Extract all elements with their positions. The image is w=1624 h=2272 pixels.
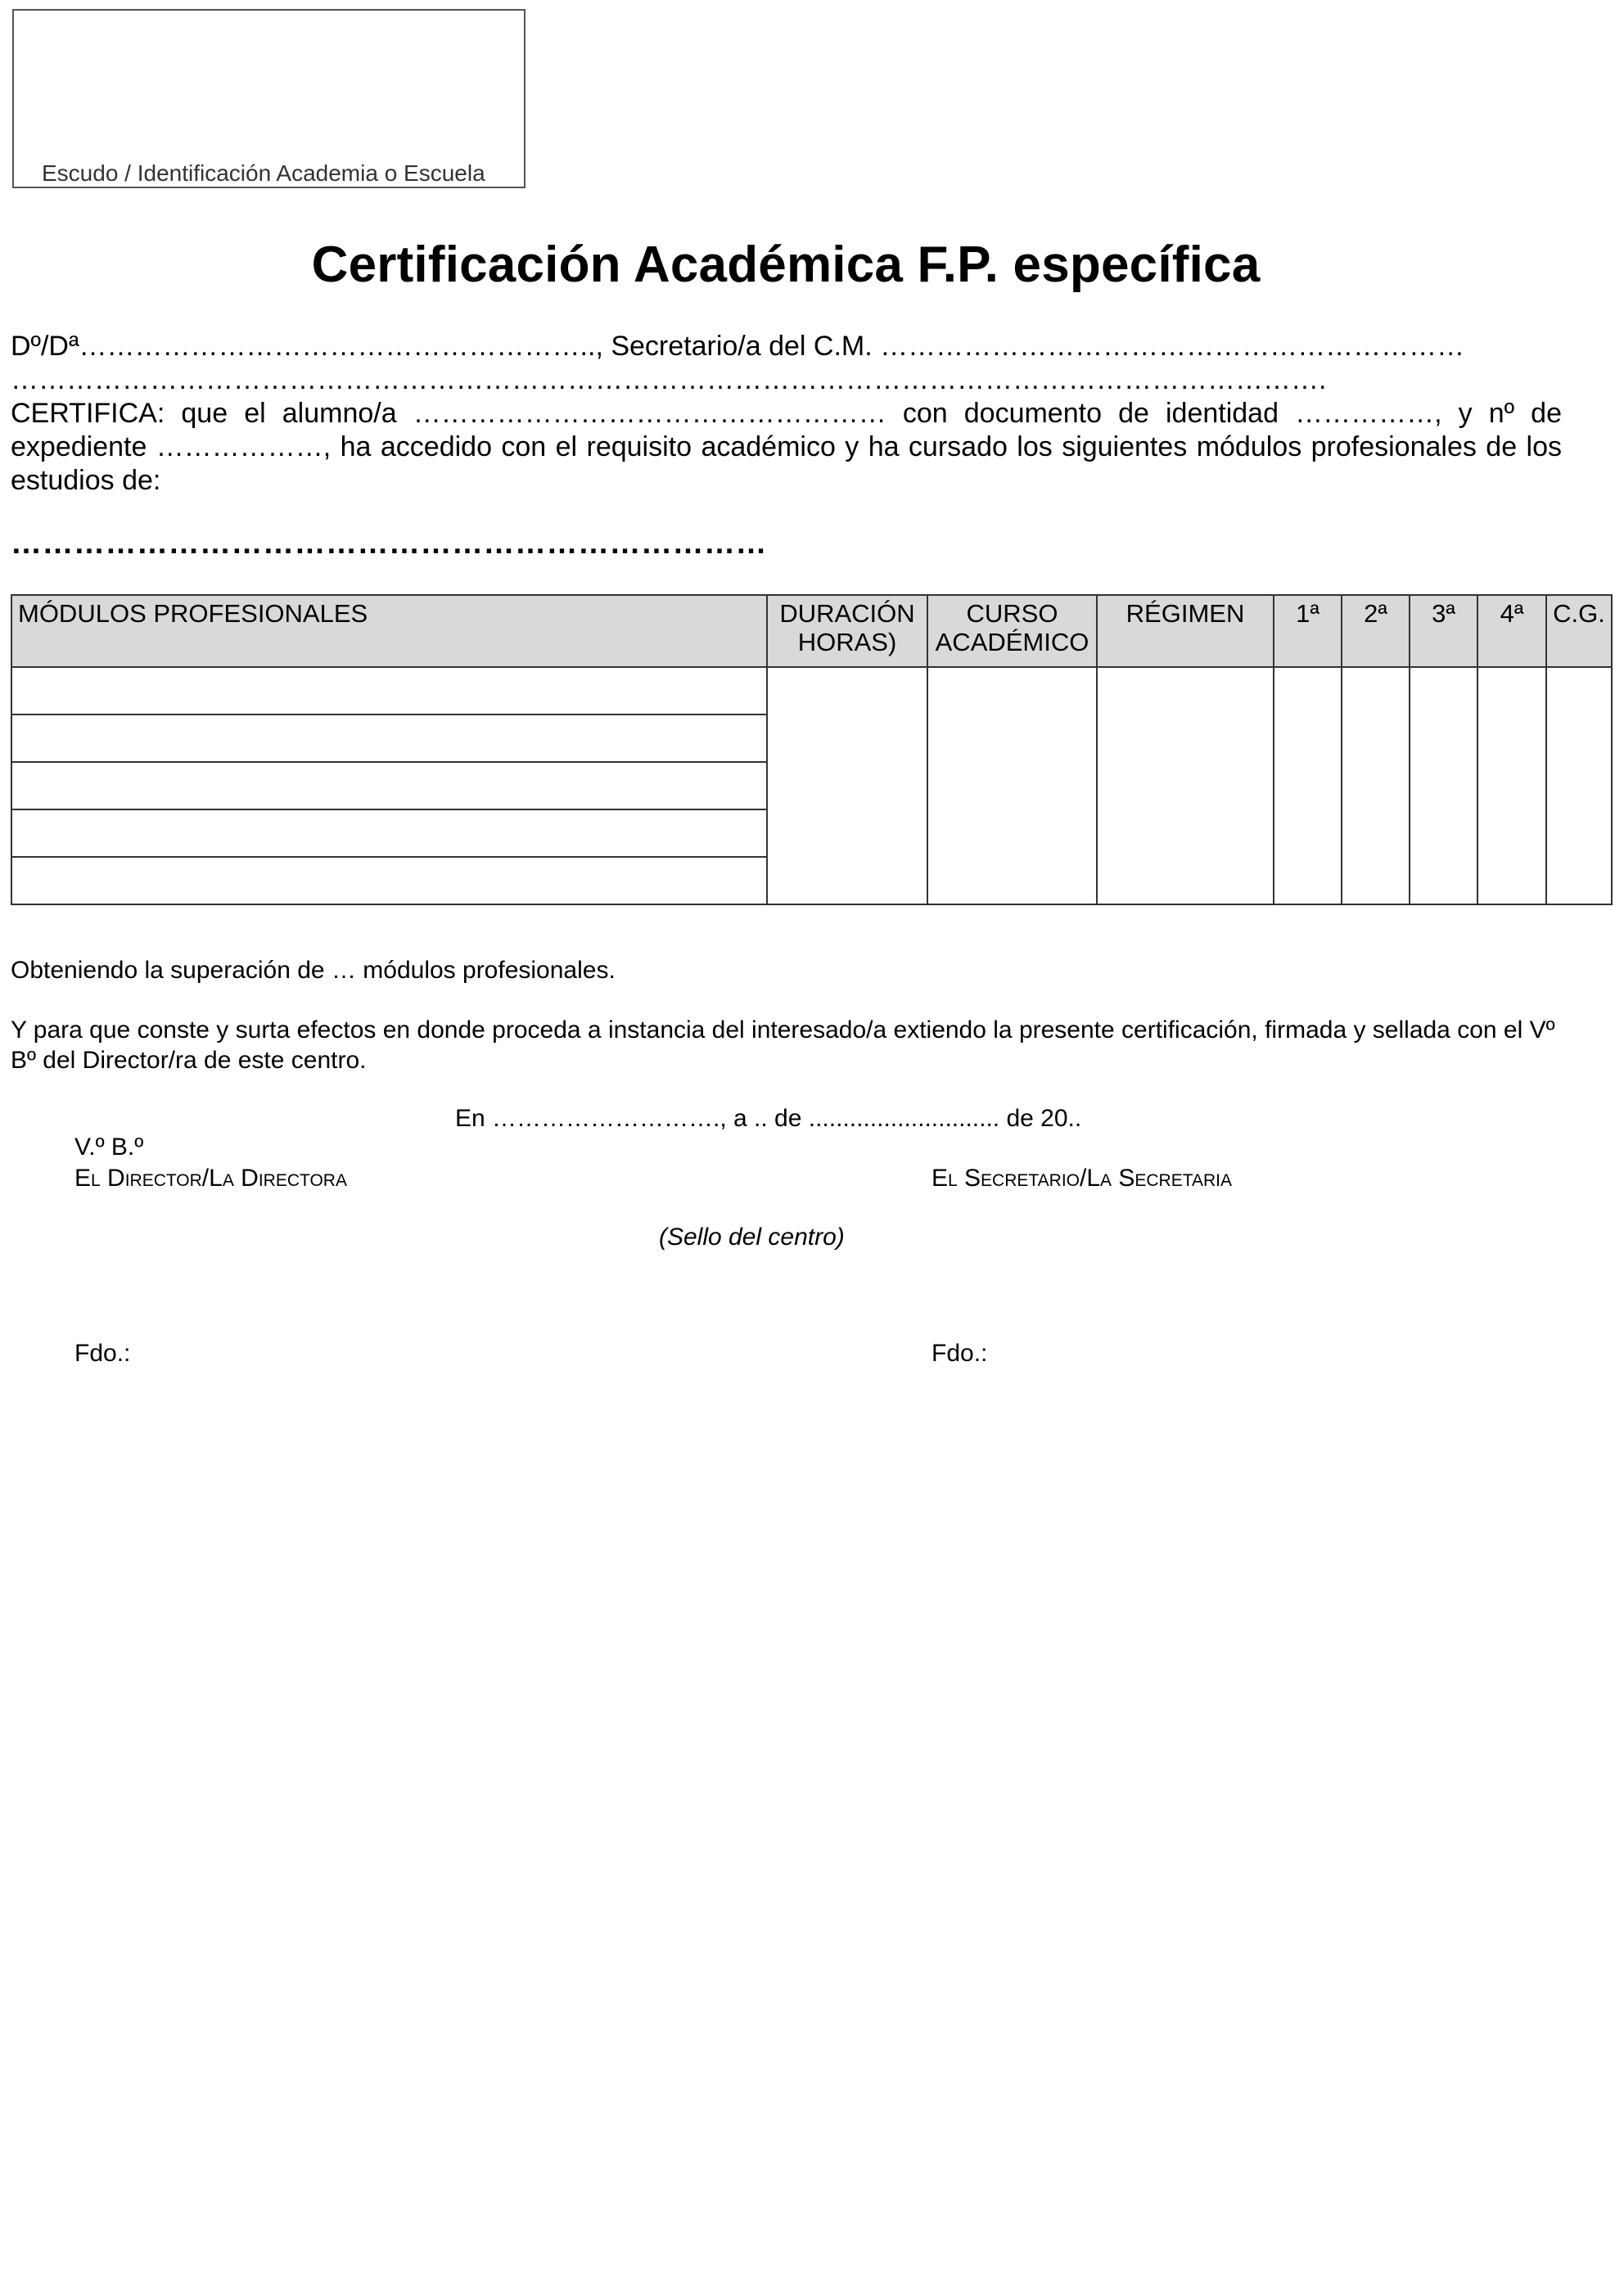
table-cell xyxy=(1274,667,1342,715)
table-cell xyxy=(1342,762,1410,809)
table-row xyxy=(11,857,1612,904)
logo-placeholder xyxy=(12,9,526,188)
table-row xyxy=(11,762,1612,809)
header-convocatoria-2: 2ª xyxy=(1342,595,1410,667)
table-cell xyxy=(1274,809,1342,857)
table-cell xyxy=(1097,857,1274,904)
table-row xyxy=(11,809,1612,857)
header-convocatoria-3: 3ª xyxy=(1410,595,1477,667)
table-cell xyxy=(767,857,927,904)
header-modulos: MÓDULOS PROFESIONALES xyxy=(11,595,767,667)
module-cell xyxy=(11,715,767,762)
table-cell xyxy=(1097,715,1274,762)
table-cell xyxy=(1477,857,1546,904)
table-cell xyxy=(767,715,927,762)
header-curso xyxy=(927,595,1097,667)
table-cell xyxy=(1410,715,1477,762)
table-cell xyxy=(1274,762,1342,809)
table-cell xyxy=(1477,715,1546,762)
header-curso-line2: ACADÉMICO xyxy=(935,628,1089,656)
table-cell xyxy=(1274,715,1342,762)
table-cell xyxy=(1477,762,1546,809)
table-cell xyxy=(1546,857,1612,904)
document-title: Certificación Académica F.P. específica xyxy=(311,237,1261,293)
table-row xyxy=(11,715,1612,762)
seal-label: (Sello del centro) xyxy=(659,1224,845,1251)
table-cell xyxy=(767,667,927,715)
table-cell xyxy=(1546,667,1612,715)
table-cell xyxy=(1410,667,1477,715)
table-cell xyxy=(1274,857,1342,904)
table-header-row xyxy=(11,595,1612,667)
header-curso-line1: CURSO xyxy=(966,599,1058,628)
header-duracion-line1: DURACIÓN xyxy=(779,599,915,628)
table-cell xyxy=(1342,667,1410,715)
signature-director: Fdo.: xyxy=(74,1340,131,1367)
table-cell xyxy=(1097,762,1274,809)
table-row xyxy=(11,667,1612,715)
logo-caption: Escudo / Identificación Academia o Escuela xyxy=(42,160,485,186)
director-label: El Director/La Directora xyxy=(74,1165,347,1192)
vobo-label: V.º B.º xyxy=(74,1134,144,1161)
table-cell xyxy=(927,762,1097,809)
date-line: En ………………………., a .. de ............................ de 20.. xyxy=(455,1105,1082,1132)
conste-paragraph: Y para que conste y surta efectos en donde proceda a instancia del interesado/a extiendo la presente certificación, firmada y sellada con el Vº Bº del Director/ra de este centro. xyxy=(11,1017,1555,1074)
table-cell xyxy=(1546,762,1612,809)
table-cell xyxy=(767,762,927,809)
table-cell xyxy=(1342,809,1410,857)
table-cell xyxy=(1546,715,1612,762)
header-duracion-line2: HORAS) xyxy=(797,628,897,656)
header-regimen: RÉGIMEN xyxy=(1097,595,1274,667)
table-cell xyxy=(1342,857,1410,904)
table-cell xyxy=(767,809,927,857)
table-cell xyxy=(927,857,1097,904)
header-cg: C.G. xyxy=(1546,595,1612,667)
module-cell xyxy=(11,857,767,904)
table-cell xyxy=(1410,809,1477,857)
table-cell xyxy=(1097,667,1274,715)
secretary-label: El Secretario/La Secretaria xyxy=(932,1165,1232,1192)
table-cell xyxy=(1097,809,1274,857)
studies-line: ……………………………………………………………… xyxy=(11,526,767,561)
header-convocatoria-1: 1ª xyxy=(1274,595,1342,667)
certifica-paragraph: CERTIFICA: que el alumno/a …………………………………………… con documento de identidad ……………, y nº de expediente ………………, ha accedido con el requisito académico y ha cursado los siguientes módulos profesionales de los estudios de: xyxy=(11,398,1562,496)
secretary-line: Dº/Dª……………………………………………….., Secretario/a del C.M. ……………………………………………………… xyxy=(11,331,1465,362)
header-convocatoria-4: 4ª xyxy=(1477,595,1546,667)
table-cell xyxy=(927,667,1097,715)
header-duracion xyxy=(767,595,927,667)
table-cell xyxy=(1410,762,1477,809)
center-line: ……………………………………………………………………………………………………………………………. xyxy=(11,364,1327,395)
table-cell xyxy=(1546,809,1612,857)
signature-secretary: Fdo.: xyxy=(932,1340,988,1367)
table-cell xyxy=(1342,715,1410,762)
modules-table xyxy=(11,594,1613,905)
table-cell xyxy=(1477,809,1546,857)
table-cell xyxy=(927,715,1097,762)
table-cell xyxy=(1410,857,1477,904)
module-cell xyxy=(11,809,767,857)
module-cell xyxy=(11,667,767,715)
modules-passed-text: Obteniendo la superación de … módulos profesionales. xyxy=(11,957,616,984)
table-cell xyxy=(927,809,1097,857)
module-cell xyxy=(11,762,767,809)
table-cell xyxy=(1477,667,1546,715)
